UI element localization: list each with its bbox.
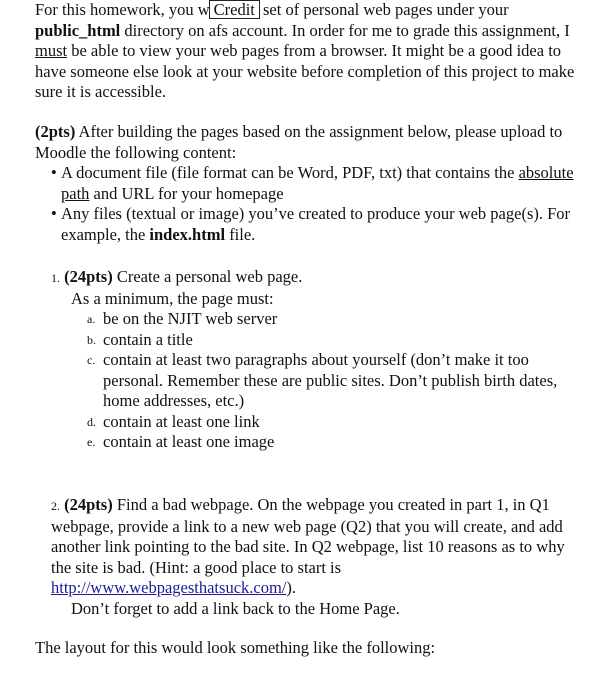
item-text: be on the NJIT web server (103, 309, 278, 328)
absolute-path-underlined: absolute path (61, 163, 574, 203)
list-item (35, 163, 580, 204)
intro-text: For this homework, you w (35, 0, 210, 19)
task1-title: Create a personal web page. (112, 267, 303, 286)
intro-rest2: be able to view your web pages from a browser. It might be a good idea to have someone else look at your website before completion of this project to make sure it is accessible. (35, 41, 575, 101)
upload-section (35, 122, 580, 245)
credit-button[interactable]: Credit (209, 0, 260, 19)
index-html-bold: index.html (149, 224, 226, 244)
intro-text-cont: set of personal web pages under your (263, 0, 509, 19)
task2-pts: (24pts) (64, 495, 113, 514)
intro-paragraph (35, 0, 580, 103)
must-underlined: must (35, 41, 68, 60)
upload-text: After building the pages based on the assignment below, please upload to Moodle the following content: (35, 122, 563, 162)
item-text: contain at least two paragraphs about yourself (don’t make it too personal. Remember these are public sites. Don’t publish birth dates, home addresses, etc.) (103, 350, 558, 410)
task2-text: Find a bad webpage. On the webpage you created in part 1, in Q1 webpage, provide a link to a new web page (Q2) that you will create, and add another link pointing to the bad site. In Q2 webpage, list 10 reasons as to why the site is bad. (Hint: a good place to start is (51, 495, 565, 577)
item-text: contain at least one link (103, 411, 260, 431)
bullet1-text: A document file (file format can be Word, PDF, txt) that contains the (61, 163, 519, 182)
layout-note (35, 638, 580, 659)
list-item (35, 309, 580, 330)
task2-back-note: Don’t forget to add a link back to the Home Page. (71, 598, 400, 618)
item-text: contain at least one image (103, 432, 275, 451)
item-text: contain a title (103, 329, 193, 349)
task1-section (35, 267, 580, 453)
item-letter: b. (87, 332, 96, 347)
list-item (35, 204, 580, 245)
task1-requirements-list (35, 309, 580, 453)
layout-note-text: The layout for this would look something like the following: (35, 638, 436, 657)
list-item (35, 432, 580, 453)
list-item (35, 350, 580, 412)
upload-pts: (2pts) (35, 122, 76, 141)
public-html-bold: public_html (35, 20, 121, 40)
item-letter: e. (87, 435, 96, 449)
bullet2-text: Any files (textual or image) you’ve created to produce your web page(s). For example, the (61, 204, 571, 244)
task1-pts: (24pts) (64, 267, 113, 286)
item-letter: a. (87, 312, 96, 326)
bullet2-post: file. (225, 224, 256, 244)
list-item (35, 330, 580, 351)
item-letter: c. (87, 353, 96, 367)
intro-rest: directory on afs account. In order for me to grade this assignment, I (120, 20, 570, 40)
task2-number: 2. (51, 499, 60, 513)
task2-link-post: ). (286, 578, 297, 597)
bullet-icon: • (51, 163, 57, 182)
bullet-icon: • (51, 204, 57, 223)
webpagesthatsuck-link[interactable]: http://www.webpagesthatsuck.com/ (51, 578, 287, 597)
task1-number: 1. (51, 271, 60, 285)
upload-bullet-list (35, 163, 580, 245)
bullet1-post: and URL for your homepage (89, 183, 284, 203)
item-letter: d. (87, 414, 96, 429)
list-item (35, 412, 580, 433)
task2-section (35, 495, 580, 619)
task1-minimum: As a minimum, the page must: (71, 288, 274, 308)
